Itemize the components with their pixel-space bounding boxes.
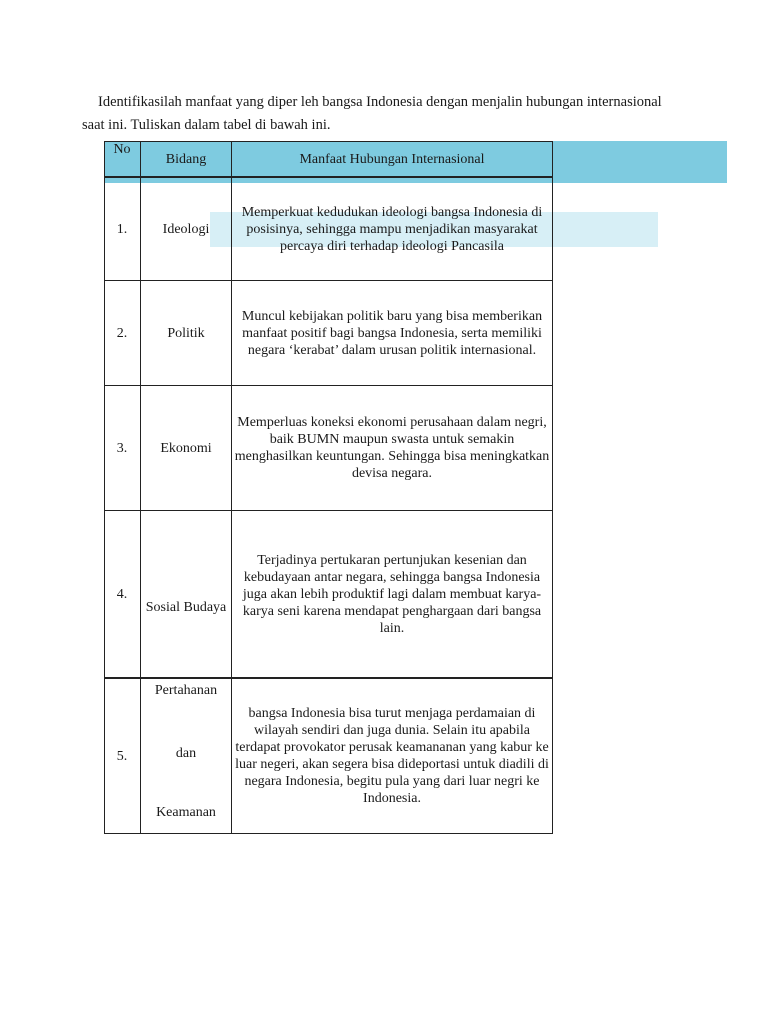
row5-no: 5. [116, 748, 128, 764]
row4-manfaat: Terjadinya pertukaran pertunjukan kesenian dan kebudayaan antar negara, sehingga bangsa Indonesia juga akan lebih produktif lagi dalam membuat karya-karya seni karena mendapat penghargaan dari bangsa lain. [242, 552, 542, 636]
row1-bidang: Ideologi [162, 221, 210, 237]
row3-bidang: Ekonomi [160, 440, 212, 456]
row3-no: 3. [116, 440, 128, 456]
row2-bidang: Politik [167, 325, 205, 341]
row4-no: 4. [116, 586, 128, 602]
table-border-right [552, 141, 553, 834]
row5-bidang-part1: Pertahanan [154, 683, 218, 698]
row5-bidang-part2: dan [175, 746, 197, 761]
table-border-bottom [104, 833, 553, 834]
row1-no: 1. [116, 221, 128, 237]
row5-bidang-part3: Keamanan [156, 805, 216, 820]
row5-manfaat: bangsa Indonesia bisa turut menjaga perdamaian di wilayah sendiri dan juga dunia. Selain itu apabila terdapat provokator perusak keamananan yang kabur ke luar negeri, akan segera bisa dideportasi untuk diadili di negara Indonesia, begitu pula yang dari luar negri ke Indonesia. [235, 706, 549, 806]
row2-manfaat: Muncul kebijakan politik baru yang bisa memberikan manfaat positif bagi bangsa Indonesia, serta memiliki negara ‘kerabat’ dalam urusan politik internasional. [241, 308, 543, 358]
row4-bidang: Sosial Budaya [145, 599, 227, 615]
row2-no: 2. [116, 325, 128, 341]
header-no: No [113, 142, 131, 157]
intro-paragraph: Identifikasilah manfaat yang diper leh bangsa Indonesia dengan menjalin hubungan internasional saat ini. Tuliskan dalam tabel di bawah ini. [82, 94, 662, 133]
header-bidang: Bidang [165, 152, 207, 167]
row3-manfaat: Memperluas koneksi ekonomi perusahaan dalam negri, baik BUMN maupun swasta untuk semakin menghasilkan keuntungan. Sehingga bisa meningkatkan devisa negara. [234, 415, 550, 481]
row1-manfaat: Memperkuat kedudukan ideologi bangsa Indonesia di posisinya, sehingga mampu menjadikan masyarakat percaya diri terhadap ideologi Pancasila [241, 204, 543, 254]
header-manfaat: Manfaat Hubungan Internasional [299, 152, 485, 167]
